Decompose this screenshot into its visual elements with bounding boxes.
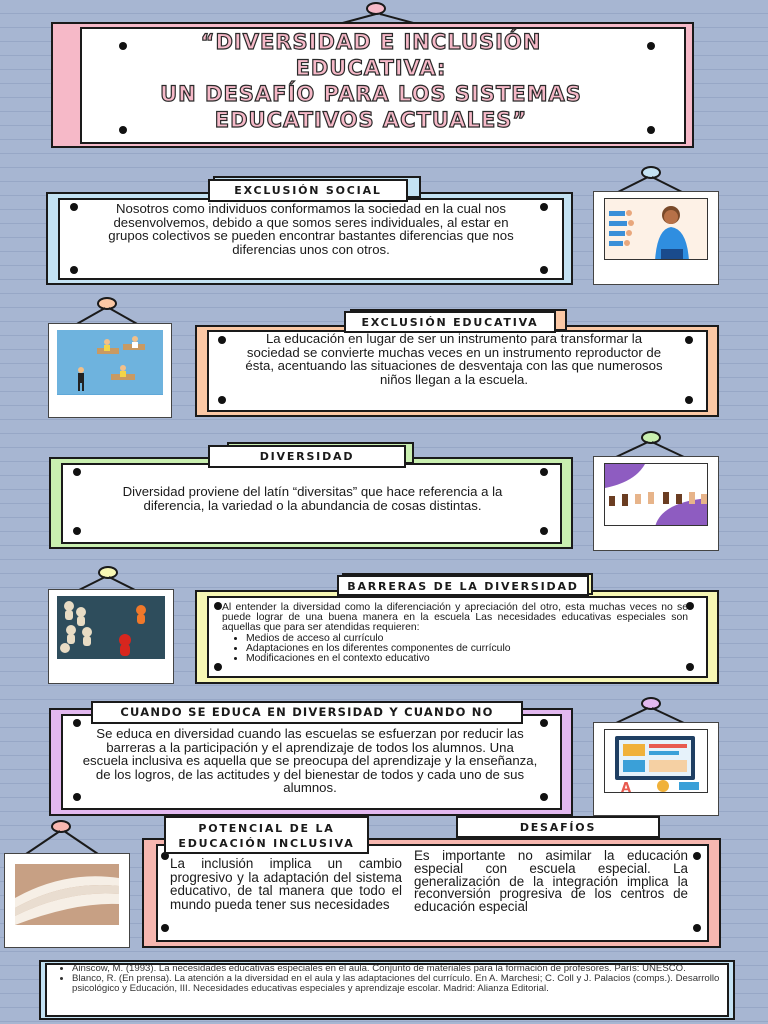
diversidad-label: DIVERSIDAD [208,445,406,468]
panel-dot [214,602,222,610]
panel-dot [73,468,81,476]
diversidad-picture [593,456,719,551]
list-item: • Medios de acceso al currículo [246,634,688,644]
potencial-text: La inclusión implica un cambio progresivo y la adaptación del sistema educativo, de tal manera que todo el mundo pueda tener sus necesidades [170,856,402,912]
cuando-label: CUANDO SE EDUCA EN DIVERSIDAD Y CUANDO NO [91,701,523,724]
title-line-4: EDUCATIVOS ACTUALES” [214,108,528,132]
panel-dot [540,719,548,727]
exclusion-social-text: Nosotros como individuos conformamos la sociedad en la cual nos desenvolvemos, debido a que somos seres individuales, al estar en grupos colectivos se pueden encontrar bastantes diferencias que nos diferencias unos con otros. [108,201,514,257]
svg-text:A: A [621,781,632,793]
cuando-text: Se educa en diversidad cuando las escuelas se esfuerzan por reducir las barreras a la participación y el aprendizaje de todos los alumnos. Una escuela inclusiva es aquella que se preocupa del aprendizaje y la enseñanza, de los logros, de las actitudes y del bienestar de todos y cada uno de sus alumnos. [82,726,538,796]
exclusion-educativa-text: La educación en lugar de ser un instrumento para transformar la sociedad se convierte muchas veces en un instrumento reproductor de ésta, acentuando las situaciones de desventaja con las que numerosos niños llegan a la escuela. [245,331,663,387]
panel-dot [73,527,81,535]
exclusion-educativa-label: EXCLUSIÓN EDUCATIVA [344,311,556,333]
diversidad-text: Diversidad proviene del latín “diversitas” que hace referencia a la diferencia, la variedad o la abundancia de cosas distintas. [122,484,503,513]
panel-dot [540,793,548,801]
barreras-list [222,634,688,665]
cuando-picture [593,722,719,816]
panel-dot [693,924,701,932]
panel-dot [540,203,548,211]
potencial-picture [4,853,130,948]
panel-dot [73,719,81,727]
panel-dot [540,266,548,274]
list-item: • Modificaciones en el contexto educativo [246,654,688,664]
potencial-label-line-1: POTENCIAL DE LA [198,822,335,835]
panel-dot [540,468,548,476]
panel-dot [693,852,701,860]
panel-dot [540,527,548,535]
potencial-label-line-2: EDUCACIÓN INCLUSIVA [178,837,355,850]
potencial-label [164,816,369,854]
panel-dot [161,924,169,932]
game-pieces-photo [57,596,165,659]
panel-dot [218,396,226,404]
excluded-person-illustration [604,198,708,260]
desafios-label: DESAFÍOS [456,816,660,838]
desafios-text: Es importante no asimilar la educación especial con escuela especial. La generalización de la integración implica la reconversión progresiva de los centros de educación especial [414,848,688,915]
exclusion-social-label: EXCLUSIÓN SOCIAL [208,179,408,202]
exclusion-educativa-picture [48,323,172,418]
barreras-picture [48,589,174,684]
panel-dot [70,203,78,211]
reference-item: • Blanco, R. (En prensa). La atención a la diversidad en el aula y las adaptaciones del currículo. En A. Marchesi; C. Coll y J. Palacios (comps.). Desarrollo psicológico y Educación, III. Necesidades educativas especiales y aprendizaje escolar. Madrid: Alianza Editorial. [72,974,736,994]
panel-dot [214,663,222,671]
reference-item: • Ainscow, M. (1993). La necesidades educativas especiales en el aula. Conjunto de materiales para la formación de profesores. París: UNESCO. [72,964,736,974]
barreras-content [222,603,688,664]
raised-hands-illustration [604,463,708,526]
open-book-photo [15,864,119,925]
references-list [56,964,736,994]
panel-dot [685,396,693,404]
title-line-3: UN DESAFÍO PARA LOS SISTEMAS [160,82,582,106]
panel-dot [685,336,693,344]
list-item: • Adaptaciones en los diferentes componentes de currículo [246,644,688,654]
panel-dot [218,336,226,344]
panel-dot [70,266,78,274]
title-line-2: EDUCATIVA: [295,56,447,80]
education-illustration [604,729,708,793]
page-title [66,29,676,133]
barreras-label: BARRERAS DE LA DIVERSIDAD [337,575,589,596]
title-line-1: “DIVERSIDAD E INCLUSIÓN [200,30,542,54]
picture-hanger-strings [12,828,112,856]
barreras-intro: Al entender la diversidad como la diferenciación y apreciación del otro, esta muchas veces no se puede lograr de una buena manera en la escuela Las necesidades educativas especiales son aquellas que para ser atendidas requieren: [222,602,688,634]
exclusion-social-picture [593,191,719,285]
panel-dot [73,793,81,801]
classroom-illustration [57,330,163,395]
